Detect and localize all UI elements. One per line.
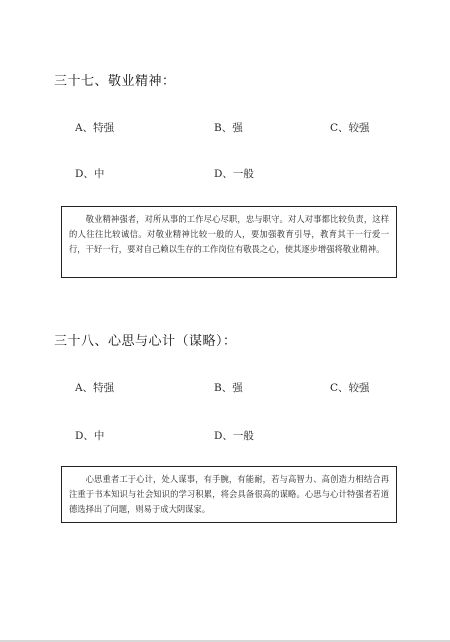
section-title: 三十八、心思与心计（谋略）：: [54, 334, 237, 349]
option-b: B、强: [214, 382, 243, 394]
section-title: 三十七、敬业精神：: [54, 74, 176, 89]
description-text: 心思重者工于心计，处人谋事，有手腕，有能耐，若与高智力、高创造力相结合再注重于书本知识与社会知识的学习积累，将会具备很高的谋略。心思与心计特强者若道德选择出了问题，则易于成大阴谋家。: [69, 474, 389, 514]
option-a: A、特强: [75, 382, 115, 394]
option-e: D、一般: [214, 168, 254, 180]
description-text: 敬业精神强者，对所从事的工作尽心尽职，忠与职守。对人对事都比较负责，这样的人往往比较诚信。对敬业精神比较一般的人，要加强教育引导，教育其干一行爱一行，干好一行，要对自己赖以生存的工作岗位有敬畏之心，使其逐步增强将敬业精神。: [69, 214, 389, 254]
option-d: D、中: [75, 430, 105, 442]
option-c: C、较强: [330, 122, 370, 134]
option-b: B、强: [214, 122, 243, 134]
option-d: D、中: [75, 168, 105, 180]
option-e: D、一般: [214, 430, 254, 442]
description-box: [61, 206, 397, 278]
description-box: [61, 466, 397, 523]
option-a: A、特强: [75, 122, 115, 134]
option-c: C、较强: [330, 382, 370, 394]
